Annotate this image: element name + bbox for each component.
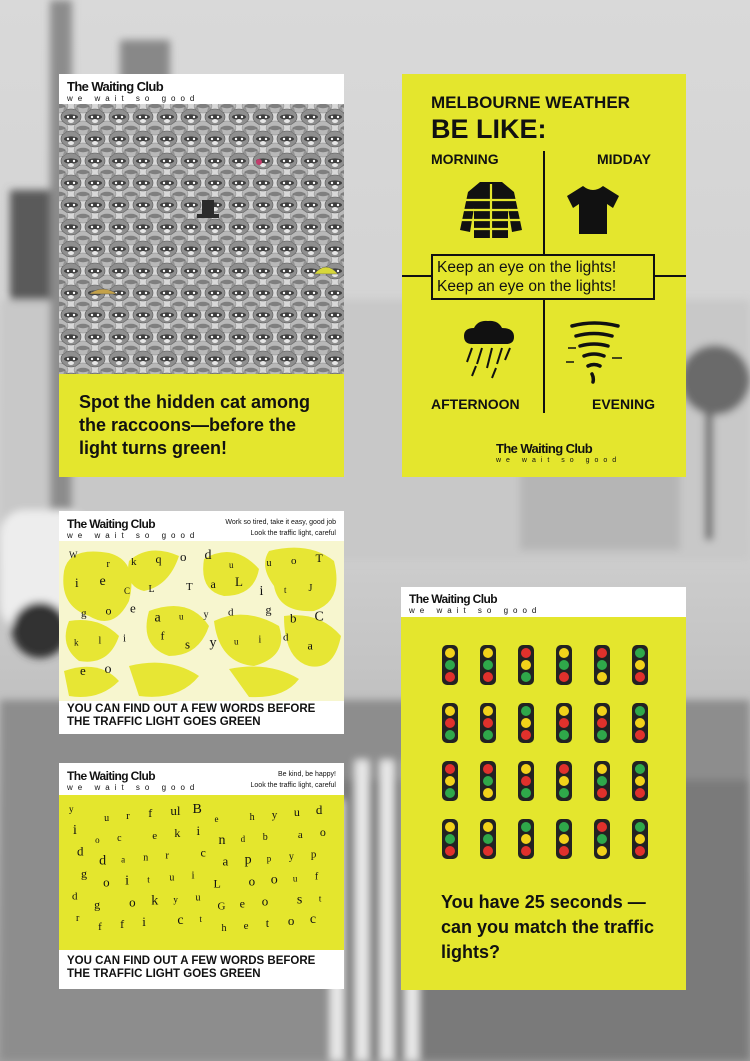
- lamp-yellow: [635, 660, 645, 670]
- puzzle-letter: u: [104, 813, 110, 824]
- lamp-red: [483, 764, 493, 774]
- puzzle-letter: o: [103, 874, 110, 890]
- puzzle-letter: i: [258, 634, 262, 646]
- puzzle-letter: n: [143, 852, 149, 864]
- puzzle-letter: u: [293, 805, 300, 819]
- puzzle-letter: d: [283, 631, 289, 644]
- lamp-green: [521, 788, 531, 798]
- puzzle-letter: y: [203, 609, 209, 621]
- lamp-green: [521, 706, 531, 716]
- traffic-light[interactable]: [480, 761, 496, 801]
- lamp-green: [445, 660, 455, 670]
- lamp-red: [559, 672, 569, 682]
- traffic-light[interactable]: [442, 703, 458, 743]
- lamp-yellow: [483, 648, 493, 658]
- puzzle-letter: u: [195, 892, 201, 904]
- traffic-light[interactable]: [442, 645, 458, 685]
- puzzle-letter: i: [191, 869, 195, 882]
- puzzle-letter: k: [174, 825, 181, 840]
- lamp-green: [635, 764, 645, 774]
- puzzle-letter: o: [291, 555, 297, 567]
- lamp-yellow: [597, 846, 607, 856]
- puzzle-letter: i: [75, 575, 79, 591]
- puzzle-letter: o: [319, 824, 326, 839]
- traffic-light[interactable]: [632, 703, 648, 743]
- poster-word-search-1: [59, 511, 344, 734]
- puzzle-letter: u: [179, 611, 184, 622]
- lamp-red: [483, 718, 493, 728]
- lamp-yellow: [635, 718, 645, 728]
- puzzle-letter: y: [271, 809, 278, 821]
- puzzle-letter: G: [217, 900, 226, 913]
- caption-line-1: YOU CAN FIND OUT A FEW WORDS BEFORE: [67, 955, 316, 967]
- puzzle-letter: q: [155, 552, 162, 566]
- caption-text: Spot the hidden cat among the raccoons—before the light turns green!: [79, 392, 311, 458]
- lamp-red: [597, 718, 607, 728]
- puzzle-letter: i: [196, 822, 201, 838]
- puzzle-letter: h: [249, 812, 255, 823]
- puzzle-letter: p: [310, 848, 317, 861]
- puzzle-letter: e: [80, 662, 86, 678]
- lamp-yellow: [483, 822, 493, 832]
- puzzle-letter: a: [307, 638, 313, 653]
- puzzle-letter: k: [74, 637, 79, 648]
- puzzle-letter: u: [292, 873, 298, 884]
- poster-word-search-2: [59, 763, 344, 989]
- lamp-green: [597, 776, 607, 786]
- lamp-green: [559, 730, 569, 740]
- puzzle-letter: o: [270, 872, 278, 888]
- lamp-red: [635, 846, 645, 856]
- puzzle-letter: i: [259, 584, 264, 600]
- traffic-light[interactable]: [594, 819, 610, 859]
- traffic-light[interactable]: [594, 645, 610, 685]
- lamp-red: [597, 788, 607, 798]
- lamp-green: [483, 660, 493, 670]
- label-midday: MIDDAY: [597, 151, 651, 167]
- lamp-yellow: [445, 706, 455, 716]
- lamp-red: [445, 718, 455, 728]
- lamp-green: [559, 660, 569, 670]
- lamp-green: [483, 776, 493, 786]
- traffic-light[interactable]: [556, 819, 572, 859]
- traffic-light[interactable]: [518, 761, 534, 801]
- puzzle-letter: g: [94, 897, 101, 912]
- lamp-yellow: [445, 776, 455, 786]
- puzzle-letter: g: [81, 607, 87, 620]
- puzzle-letter: p: [266, 853, 272, 864]
- note-line-1: Be kind, be happy!: [278, 771, 336, 778]
- lamp-red: [559, 846, 569, 856]
- traffic-light[interactable]: [556, 703, 572, 743]
- puzzle-letter: n: [218, 832, 226, 848]
- puzzle-letter: u: [266, 558, 272, 569]
- label-evening: EVENING: [592, 396, 656, 412]
- lights-banner: [431, 254, 655, 300]
- note-line-2: Look the traffic light, careful: [250, 782, 336, 789]
- traffic-light[interactable]: [480, 819, 496, 859]
- puzzle-letter: o: [104, 661, 112, 677]
- puzzle-letter: d: [315, 802, 323, 817]
- puzzle-letter: t: [284, 585, 287, 596]
- puzzle-letter: t: [147, 874, 150, 885]
- lamp-yellow: [597, 764, 607, 774]
- traffic-light[interactable]: [442, 819, 458, 859]
- puzzle-letter: o: [105, 603, 112, 618]
- lamp-green: [483, 834, 493, 844]
- label-afternoon: AFTERNOON: [431, 396, 520, 412]
- letter-field: [59, 795, 344, 950]
- puzzle-letter: k: [151, 893, 159, 909]
- puzzle-letter: a: [154, 610, 161, 626]
- puzzle-letter: g: [265, 602, 272, 617]
- caption-line-2: THE TRAFFIC LIGHT GOES GREEN: [67, 968, 261, 980]
- brand-logo: The Waiting Club we wait so good: [496, 441, 622, 464]
- poster-melbourne-weather: [402, 74, 686, 477]
- puzzle-letter: L: [235, 574, 243, 590]
- brand-logo: The Waiting Club we wait so good: [409, 592, 542, 615]
- puzzle-letter: o: [180, 549, 187, 564]
- puzzle-letter: o: [129, 894, 136, 910]
- lamp-green: [597, 730, 607, 740]
- puzzle-letter: h: [221, 923, 227, 935]
- lamp-yellow: [445, 822, 455, 832]
- lamp-yellow: [521, 834, 531, 844]
- puzzle-letter: d: [228, 606, 234, 619]
- puzzle-letter: y: [288, 851, 294, 863]
- puzzle-letter: g: [81, 866, 87, 881]
- puzzle-letter: c: [177, 913, 184, 929]
- weather-subtitle: BE LIKE:: [431, 114, 547, 144]
- puzzle-letter: c: [117, 832, 122, 844]
- puzzle-letter: r: [106, 559, 110, 570]
- lamp-green: [635, 822, 645, 832]
- traffic-light[interactable]: [480, 645, 496, 685]
- caption-line-1: YOU CAN FIND OUT A FEW WORDS BEFORE: [67, 703, 316, 715]
- puzzle-letter: e: [99, 574, 106, 590]
- puzzle-letter: d: [240, 833, 246, 844]
- brand-logo: The Waiting Club we wait so good: [67, 517, 200, 540]
- puzzle-letter: W: [69, 550, 78, 560]
- traffic-light[interactable]: [632, 761, 648, 801]
- tshirt-icon: [565, 184, 621, 236]
- traffic-light[interactable]: [594, 703, 610, 743]
- puzzle-letter: o: [261, 893, 269, 909]
- puzzle-letter: b: [290, 610, 297, 626]
- puzzle-letter: e: [130, 600, 136, 616]
- caption-panel: [59, 374, 344, 477]
- poster-traffic-lights: [401, 587, 686, 990]
- puzzle-letter: C: [124, 586, 131, 597]
- brand-logo: The Waiting Club we wait so good: [67, 769, 200, 792]
- puzzle-letter: t: [199, 914, 202, 925]
- brand-logo: The Waiting Club we wait so good: [67, 79, 200, 103]
- puzzle-letter: f: [314, 871, 319, 883]
- lamp-yellow: [559, 776, 569, 786]
- lamp-red: [521, 648, 531, 658]
- lamp-red: [559, 764, 569, 774]
- lamp-yellow: [635, 776, 645, 786]
- puzzle-letter: r: [165, 849, 170, 862]
- banner-line-1: Keep an eye on the lights!: [437, 259, 617, 276]
- puzzle-letter: e: [214, 814, 219, 824]
- caption-line-2: THE TRAFFIC LIGHT GOES GREEN: [67, 716, 261, 728]
- poster-hidden-cat: [59, 74, 344, 477]
- lamp-red: [635, 788, 645, 798]
- lamp-red: [483, 672, 493, 682]
- puzzle-letter: d: [77, 843, 84, 859]
- note-line-1: Work so tired, take it easy, good job: [225, 519, 336, 526]
- puzzle-letter: J: [308, 583, 313, 595]
- puzzle-letter: a: [121, 854, 126, 865]
- puzzle-letter: b: [262, 831, 268, 843]
- banner-line-2: Keep an eye on the lights!: [437, 278, 617, 295]
- puzzle-letter: r: [126, 810, 130, 822]
- puzzle-letter: a: [222, 853, 229, 869]
- puzzle-letter: B: [192, 802, 202, 817]
- puzzle-letter: a: [210, 577, 216, 592]
- lamp-green: [559, 822, 569, 832]
- puzzle-letter: d: [204, 548, 212, 563]
- lamp-yellow: [521, 718, 531, 728]
- lamp-yellow: [521, 660, 531, 670]
- puzzle-letter: T: [186, 581, 193, 594]
- lamp-green: [635, 706, 645, 716]
- traffic-light[interactable]: [442, 761, 458, 801]
- puzzle-letter: u: [234, 636, 239, 647]
- lamp-red: [635, 672, 645, 682]
- traffic-light[interactable]: [518, 703, 534, 743]
- puzzle-letter: d: [72, 890, 78, 903]
- lamp-yellow: [483, 706, 493, 716]
- lamp-red: [483, 846, 493, 856]
- rain-cloud-icon: [460, 318, 518, 380]
- lamp-red: [635, 730, 645, 740]
- puzzle-letter: ul: [170, 803, 181, 818]
- caption-text: You have 25 seconds —can you match the traffic lights?: [441, 892, 655, 962]
- puzzle-letter: o: [95, 834, 100, 845]
- traffic-light[interactable]: [518, 645, 534, 685]
- puzzle-letter: i: [142, 914, 146, 930]
- lamp-green: [445, 834, 455, 844]
- traffic-light[interactable]: [518, 819, 534, 859]
- puzzle-letter: T: [315, 551, 323, 565]
- lamp-red: [445, 764, 455, 774]
- puzzle-letter: c: [309, 912, 317, 928]
- lamp-yellow: [559, 706, 569, 716]
- puzzle-letter: o: [287, 913, 295, 929]
- puzzle-letter: t: [265, 916, 270, 931]
- traffic-light[interactable]: [632, 645, 648, 685]
- lamp-green: [559, 788, 569, 798]
- traffic-light[interactable]: [556, 761, 572, 801]
- puzzle-letter: t: [318, 893, 322, 904]
- puzzle-letter: d: [99, 853, 107, 869]
- lamp-green: [635, 648, 645, 658]
- puzzle-letter: L: [148, 584, 155, 596]
- puzzle-letter: f: [98, 921, 102, 934]
- label-morning: MORNING: [431, 151, 499, 167]
- puzzle-letter: f: [148, 806, 153, 820]
- puzzle-letter: e: [239, 896, 245, 911]
- lamp-red: [521, 730, 531, 740]
- puzzle-letter: o: [248, 873, 256, 889]
- lamp-yellow: [521, 764, 531, 774]
- lamp-green: [445, 788, 455, 798]
- lamp-green: [483, 730, 493, 740]
- lamp-yellow: [559, 834, 569, 844]
- lamp-red: [559, 718, 569, 728]
- puzzle-letter: l: [98, 635, 102, 647]
- puzzle-letter: y: [209, 635, 217, 651]
- traffic-light[interactable]: [480, 703, 496, 743]
- lamp-yellow: [635, 834, 645, 844]
- lamp-green: [521, 672, 531, 682]
- traffic-light-grid: [401, 587, 686, 887]
- puzzle-letter: y: [173, 894, 178, 905]
- puzzle-letter: k: [131, 556, 137, 568]
- lamp-yellow: [597, 672, 607, 682]
- note-line-2: Look the traffic light, careful: [250, 530, 336, 537]
- lamp-red: [597, 648, 607, 658]
- raccoon-crowd-illustration: [59, 104, 344, 374]
- lamp-green: [521, 822, 531, 832]
- puzzle-letter: e: [243, 920, 249, 933]
- puzzle-letter: e: [152, 829, 158, 842]
- puffer-jacket-icon: [458, 178, 524, 240]
- lamp-yellow: [445, 648, 455, 658]
- puzzle-letter: c: [200, 845, 206, 860]
- lamp-red: [597, 822, 607, 832]
- puzzle-letter: C: [314, 609, 324, 625]
- traffic-light[interactable]: [632, 819, 648, 859]
- lamp-green: [597, 660, 607, 670]
- lamp-red: [521, 776, 531, 786]
- lamp-yellow: [483, 788, 493, 798]
- puzzle-letter: u: [229, 560, 234, 570]
- puzzle-letter: L: [213, 876, 221, 891]
- puzzle-letter: s: [296, 892, 303, 908]
- lamp-red: [521, 846, 531, 856]
- puzzle-letter: f: [120, 917, 125, 932]
- tornado-icon: [566, 318, 624, 386]
- lamp-yellow: [597, 706, 607, 716]
- lamp-green: [597, 834, 607, 844]
- lamp-yellow: [559, 648, 569, 658]
- puzzle-letter: r: [76, 913, 80, 925]
- puzzle-letter: f: [160, 628, 165, 643]
- puzzle-letter: i: [125, 873, 130, 889]
- traffic-light[interactable]: [594, 761, 610, 801]
- puzzle-letter: s: [185, 636, 191, 652]
- puzzle-letter: p: [244, 852, 252, 868]
- lamp-red: [445, 846, 455, 856]
- puzzle-letter: a: [297, 828, 303, 841]
- puzzle-letter: i: [123, 632, 127, 645]
- puzzle-letter: y: [69, 804, 74, 814]
- weather-title: MELBOURNE WEATHER: [431, 93, 630, 112]
- puzzle-letter: i: [73, 822, 77, 838]
- lamp-green: [445, 730, 455, 740]
- letter-blob-field: [59, 541, 344, 701]
- traffic-light[interactable]: [556, 645, 572, 685]
- puzzle-letter: u: [169, 872, 175, 884]
- lamp-red: [445, 672, 455, 682]
